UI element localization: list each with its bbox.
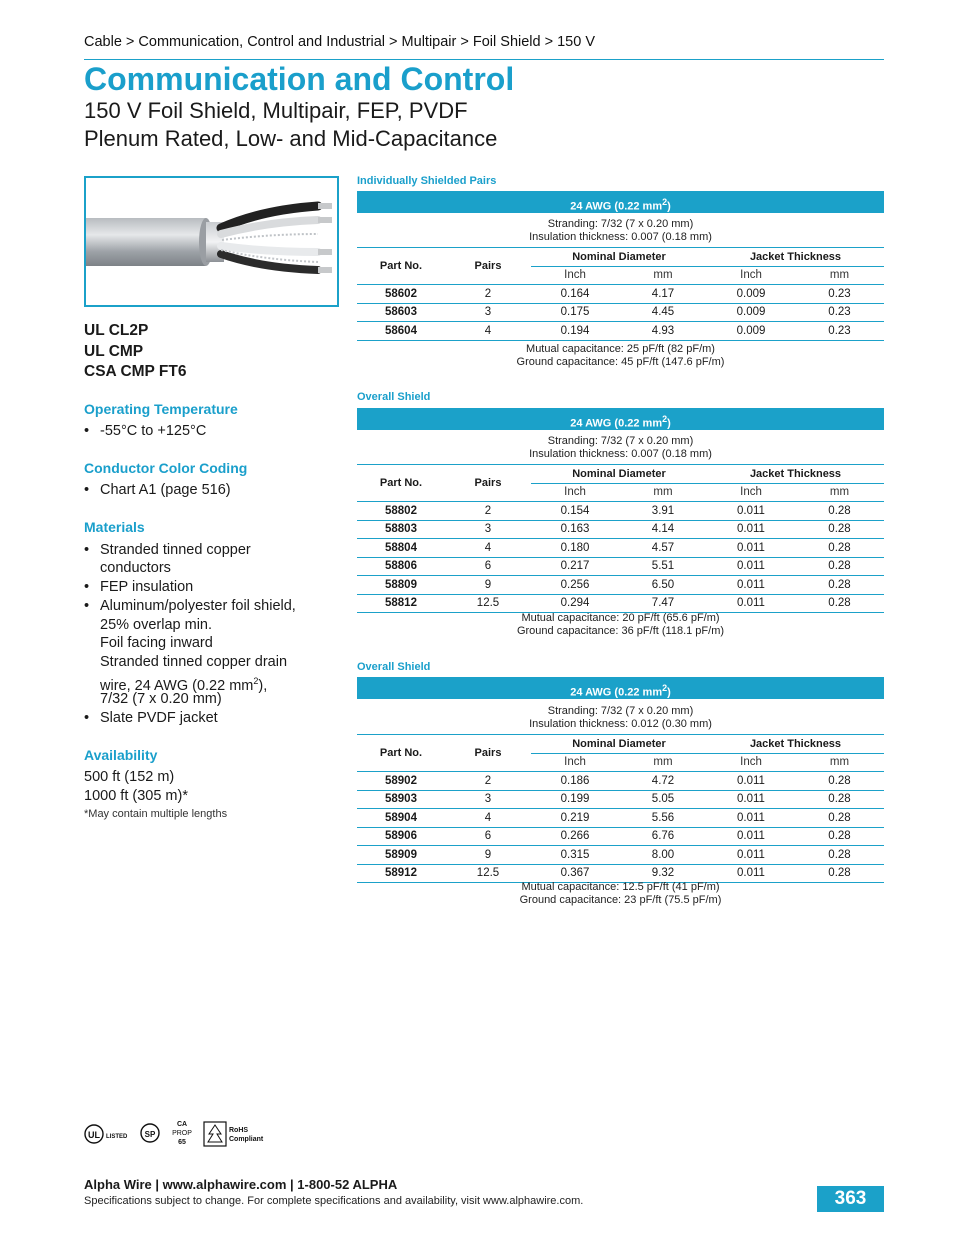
subheader-mm: mm (653, 756, 673, 769)
availability-item-1000ft: 1000 ft (305 m)* (84, 788, 188, 804)
table-2-construction-note: Stranding: 7/32 (7 x 0.20 mm) Insulation thickness: 0.007 (0.18 mm) (529, 435, 712, 460)
cable-product-image (84, 176, 339, 307)
materials-item-insulation: • FEP insulation (84, 579, 194, 595)
table-3-spec-table (357, 734, 884, 883)
column-header-nominal-diameter: Nominal Diameter (531, 465, 707, 484)
certification-logos (84, 1118, 274, 1148)
subheader-mm: mm (829, 756, 850, 769)
table-row: 58802 2 0.154 3.91 0.011 0.28 (357, 502, 884, 521)
table-row: 58806 6 0.217 5.51 0.011 0.28 (357, 557, 884, 576)
breadcrumb: Cable > Communication, Control and Industrial > Multipair > Foil Shield > 150 V (84, 34, 595, 50)
svg-text:LISTED: LISTED (106, 1134, 128, 1140)
materials-item-drain-awg: wire, 24 AWG (0.22 $mm^2$), (100, 676, 268, 694)
materials-item-jacket: • Slate PVDF jacket (84, 710, 218, 726)
subheader-inch: Inch (564, 269, 586, 282)
svg-text:PROP: PROP (172, 1130, 192, 1137)
table-row: 58603 3 0.175 4.45 0.009 0.23 (357, 303, 884, 322)
materials-item-drain-wire: Stranded tinned copper drain (100, 654, 288, 670)
subheader-mm: mm (653, 269, 673, 282)
table-1-awg-bar: 24 AWG (0.22 $mm^2$) (357, 191, 884, 213)
table-2-spec-table (357, 464, 884, 613)
csa-logo (141, 1124, 159, 1142)
footer-company-info: Alpha Wire | www.alphawire.com | 1-800-52 ALPHA (84, 1177, 398, 1192)
operating-temperature-heading: Operating Temperature (84, 401, 238, 417)
materials-item-conductors-cont: conductors (100, 560, 171, 576)
table-row: 58902 2 0.186 4.72 0.011 0.28 (357, 772, 884, 791)
table-row: 58906 6 0.266 6.76 0.011 0.28 (357, 827, 884, 846)
page-subtitle-line-2: Plenum Rated, Low- and Mid-Capacitance (84, 126, 498, 151)
materials-heading: Materials (84, 519, 145, 535)
availability-heading: Availability (84, 747, 158, 763)
column-header-jacket-thickness: Jacket Thickness (707, 735, 884, 754)
column-header-part-no: Part No. (357, 465, 445, 502)
column-header-nominal-diameter: Nominal Diameter (531, 248, 707, 267)
table-1-section-title: Individually Shielded Pairs (357, 175, 497, 187)
page-subtitle-line-1: 150 V Foil Shield, Multipair, FEP, PVDF (84, 98, 468, 123)
table-row: 58803 3 0.163 4.14 0.011 0.28 (357, 520, 884, 539)
table-row: 58602 2 0.164 4.17 0.009 0.23 (357, 285, 884, 304)
table-1-capacitance-note: Mutual capacitance: 25 pF/ft (82 pF/m) Ground capacitance: 45 pF/ft (147.6 pF/m) (516, 343, 725, 368)
table-3-capacitance-note: Mutual capacitance: 12.5 pF/ft (41 pF/m) Ground capacitance: 23 pF/ft (75.5 pF/m) (519, 881, 722, 906)
column-header-jacket-thickness: Jacket Thickness (707, 465, 884, 484)
table-2-awg-bar: 24 AWG (0.22 $mm^2$) (357, 408, 884, 430)
svg-text:SP: SP (144, 1130, 156, 1139)
svg-text:RoHS: RoHS (229, 1127, 249, 1134)
subheader-mm: mm (653, 486, 673, 499)
materials-item-conductors: • Stranded tinned copper (84, 542, 251, 558)
operating-temperature-item: • -55°C to +125°C (84, 423, 207, 439)
table-2-capacitance-note: Mutual capacitance: 20 pF/ft (65.6 pF/m) Ground capacitance: 36 pF/ft (118.1 pF/m) (516, 612, 725, 637)
page-title: Communication and Control (84, 61, 515, 97)
table-row: 58812 12.5 0.294 7.47 0.011 0.28 (357, 594, 884, 613)
column-header-part-no: Part No. (357, 735, 445, 772)
table-row: 58804 4 0.180 4.57 0.011 0.28 (357, 539, 884, 558)
table-row: 58809 9 0.256 6.50 0.011 0.28 (357, 576, 884, 595)
subheader-mm: mm (829, 486, 850, 499)
subheader-inch: Inch (740, 269, 762, 282)
rating-csa-cmp-ft6: CSA CMP FT6 (84, 363, 187, 380)
subheader-inch: Inch (564, 756, 586, 769)
subheader-mm: mm (829, 269, 850, 282)
svg-text:Compliant: Compliant (229, 1136, 264, 1143)
rating-ul-cl2p: UL CL2P (84, 322, 149, 339)
conductor-color-coding-heading: Conductor Color Coding (84, 460, 248, 476)
column-header-part-no: Part No. (357, 248, 445, 285)
page-number: 363 (817, 1186, 884, 1212)
rating-ul-cmp: UL CMP (84, 343, 144, 360)
materials-item-drain-stranding: 7/32 (7 x 0.20 mm) (100, 691, 222, 707)
svg-text:CA: CA (176, 1121, 188, 1128)
subheader-inch: Inch (564, 486, 586, 499)
table-1-construction-note: Stranding: 7/32 (7 x 0.20 mm) Insulation thickness: 0.007 (0.18 mm) (529, 218, 712, 243)
table-3-awg-bar: 24 AWG (0.22 $mm^2$) (357, 677, 884, 699)
availability-item-500ft: 500 ft (152 m) (84, 769, 175, 785)
table-row: 58912 12.5 0.367 9.32 0.011 0.28 (357, 864, 884, 883)
ul-listed-logo (85, 1125, 128, 1143)
column-header-jacket-thickness: Jacket Thickness (707, 248, 884, 267)
conductor-color-coding-item: • Chart A1 (page 516) (84, 482, 231, 498)
table-row: 58604 4 0.194 4.93 0.009 0.23 (357, 322, 884, 341)
svg-text:UL: UL (88, 1130, 100, 1140)
column-header-pairs: Pairs (445, 735, 531, 772)
table-1-spec-table (357, 247, 884, 341)
column-header-pairs: Pairs (445, 465, 531, 502)
materials-item-shield-facing: Foil facing inward (100, 635, 213, 651)
table-row: 58909 9 0.315 8.00 0.011 0.28 (357, 846, 884, 865)
header-divider (84, 59, 884, 60)
subheader-inch: Inch (740, 486, 762, 499)
column-header-pairs: Pairs (445, 248, 531, 285)
materials-item-shield: • Aluminum/polyester foil shield, (84, 598, 296, 614)
table-3-construction-note: Stranding: 7/32 (7 x 0.20 mm) Insulation thickness: 0.012 (0.30 mm) (529, 705, 712, 730)
ca-prop-65-logo (172, 1121, 192, 1146)
materials-item-shield-overlap: 25% overlap min. (100, 617, 213, 633)
rohs-compliant-logo (204, 1122, 264, 1146)
table-2-section-title: Overall Shield (357, 391, 431, 403)
svg-text:65: 65 (178, 1139, 186, 1146)
column-header-nominal-diameter: Nominal Diameter (531, 735, 707, 754)
footer-disclaimer: Specifications subject to change. For complete specifications and availability, visit www.alphawire.com. (84, 1195, 584, 1207)
availability-note: *May contain multiple lengths (84, 808, 228, 820)
table-row: 58903 3 0.199 5.05 0.011 0.28 (357, 790, 884, 809)
subheader-inch: Inch (740, 756, 762, 769)
table-3-section-title: Overall Shield (357, 661, 431, 673)
table-row: 58904 4 0.219 5.56 0.011 0.28 (357, 809, 884, 828)
